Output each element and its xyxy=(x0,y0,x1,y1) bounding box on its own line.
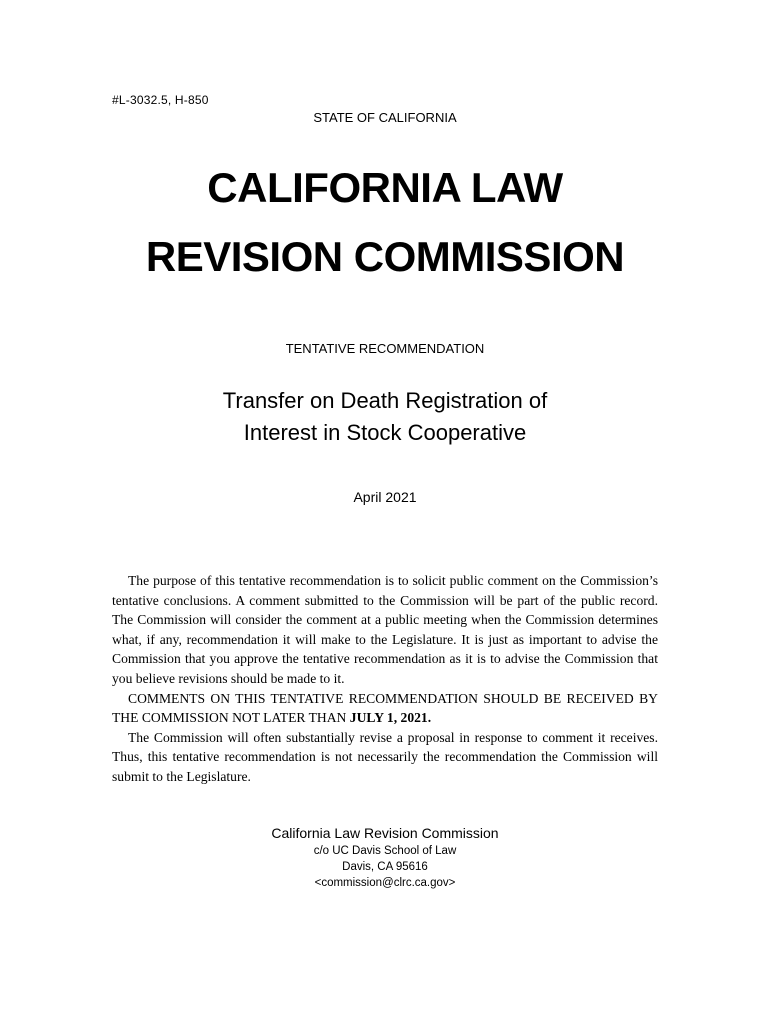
revision-notice-paragraph: The Commission will often substantially revise a proposal in response to comment it receives. Thus, this tentative recommendation is not necessarily the recommendation the Commission will submit to the Legislature. xyxy=(112,729,658,784)
deadline-date: JULY 1, 2021. xyxy=(349,710,432,726)
document-type: TENTATIVE RECOMMENDATION xyxy=(285,341,485,356)
publication-date: April 2021 xyxy=(353,489,417,505)
state-heading-text: STATE OF CALIFORNIA xyxy=(313,110,457,125)
subject-title xyxy=(0,385,770,449)
commission-title-line-2: REVISION COMMISSION xyxy=(145,233,625,280)
deadline-text: COMMENTS ON THIS TENTATIVE RECOMMENDATION SHOULD BE RECEIVED BY THE COMMISSION NOT LATER THAN xyxy=(112,690,658,726)
deadline-paragraph xyxy=(112,689,658,728)
body-text xyxy=(112,571,658,787)
contact-city: Davis, CA 95616 xyxy=(342,861,428,873)
contact-care-of: c/o UC Davis School of Law xyxy=(313,845,457,857)
subject-line-2: Interest in Stock Cooperative xyxy=(243,420,527,445)
contact-email: <commission@clrc.ca.gov> xyxy=(314,877,456,889)
commission-title-line-1: CALIFORNIA LAW xyxy=(207,164,563,211)
contact-organization: California Law Revision Commission xyxy=(271,825,499,841)
subject-line-1: Transfer on Death Registration of xyxy=(222,388,548,413)
state-heading xyxy=(0,110,770,125)
purpose-paragraph: The purpose of this tentative recommendation is to solicit public comment on the Commission’s tentative conclusions. A comment submitted to the Commission will be part of the public record. The Commission will consider the comment at a public meeting when the Commission determines what, if any, recommendation it will make to the Legislature. It is just as important to advise the Commission that you approve the tentative recommendation as it is to advise the Commission that you believe revisions should be made to it. xyxy=(112,573,658,686)
contact-block xyxy=(0,823,770,891)
file-reference: #L-3032.5, H-850 xyxy=(112,93,209,107)
